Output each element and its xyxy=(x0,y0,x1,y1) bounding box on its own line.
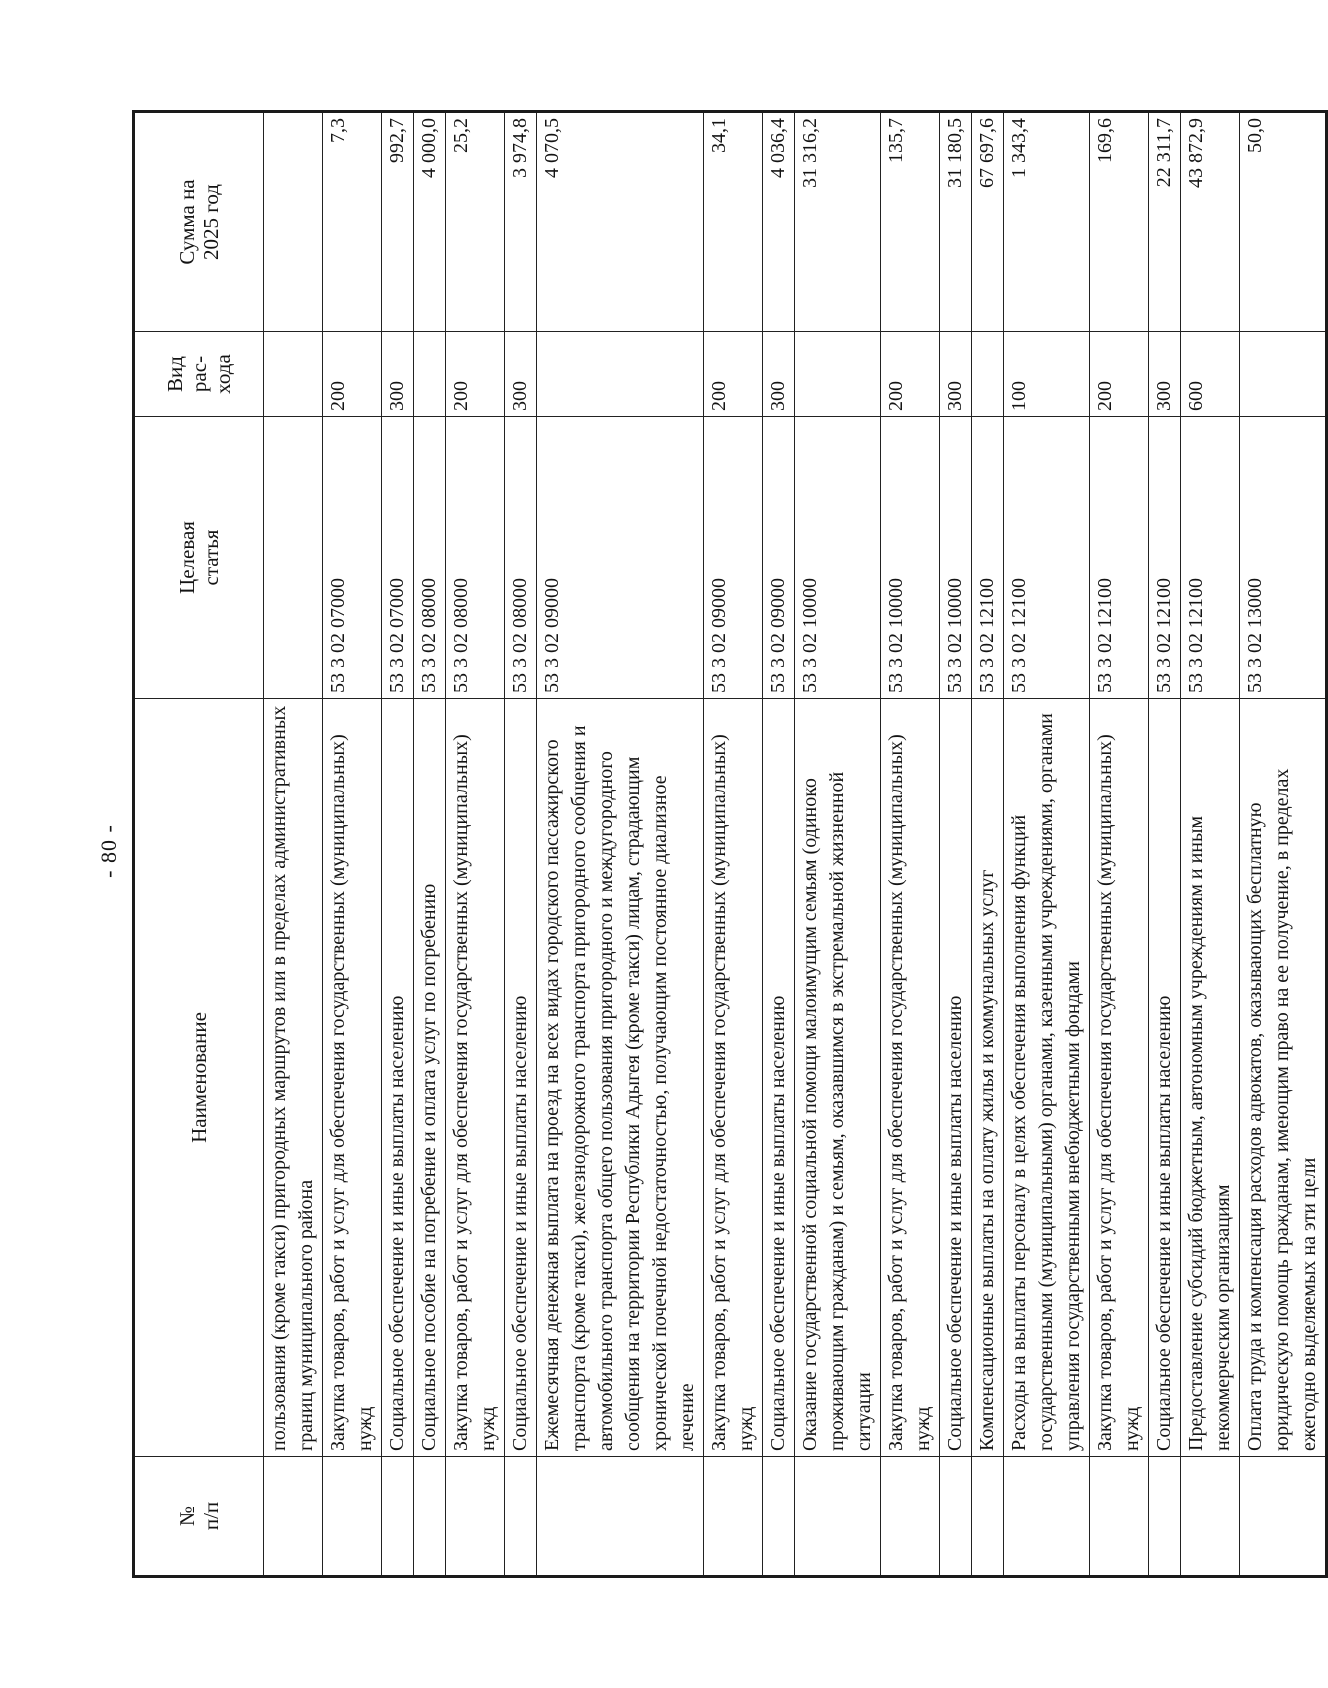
cell-code: 53 3 02 10000 xyxy=(795,417,881,699)
rotated-table-container xyxy=(132,113,1320,1578)
cell-sum: 3 974,8 xyxy=(505,112,537,332)
cell-name: Оказание государственной социальной помощи малоимущим семьям (одиноко проживающим гражданам) и семьям, оказавшимся в экстремальной жизненной ситуации xyxy=(795,699,881,1457)
cell-num xyxy=(537,1457,704,1577)
cell-code: 53 3 02 12100 xyxy=(1004,417,1090,699)
cell-name: Закупка товаров, работ и услуг для обеспечения государственных (муниципальных) нужд xyxy=(323,699,382,1457)
cell-num xyxy=(264,1457,323,1577)
table-row xyxy=(1240,112,1327,1577)
cell-code xyxy=(264,417,323,699)
cell-sum: 1 343,4 xyxy=(1004,112,1090,332)
cell-type: 300 xyxy=(940,332,972,417)
cell-type xyxy=(537,332,704,417)
cell-name: Компенсационные выплаты на оплату жилья и коммунальных услуг xyxy=(972,699,1004,1457)
cell-type: 200 xyxy=(323,332,382,417)
table-row xyxy=(881,112,940,1577)
cell-type: 200 xyxy=(1090,332,1149,417)
cell-sum: 67 697,6 xyxy=(972,112,1004,332)
cell-type: 300 xyxy=(1149,332,1181,417)
header-code: Целевая статья xyxy=(134,417,264,699)
cell-name: Социальное обеспечение и иные выплаты населению xyxy=(940,699,972,1457)
cell-name: Социальное пособие на погребение и оплата услуг по погребению xyxy=(414,699,446,1457)
cell-type xyxy=(972,332,1004,417)
cell-name: Социальное обеспечение и иные выплаты населению xyxy=(763,699,795,1457)
cell-type: 200 xyxy=(704,332,763,417)
cell-sum: 34,1 xyxy=(704,112,763,332)
cell-code: 53 3 02 13000 xyxy=(1240,417,1327,699)
cell-sum: 4 036,4 xyxy=(763,112,795,332)
cell-name: Предоставление субсидий бюджетным, автономным учреждениям и иным некоммерческим организациям xyxy=(1181,699,1240,1457)
cell-num xyxy=(446,1457,505,1577)
cell-type: 200 xyxy=(881,332,940,417)
cell-code: 53 3 02 09000 xyxy=(704,417,763,699)
cell-num xyxy=(1004,1457,1090,1577)
cell-type: 300 xyxy=(505,332,537,417)
cell-num xyxy=(795,1457,881,1577)
cell-type: 300 xyxy=(382,332,414,417)
cell-type: 100 xyxy=(1004,332,1090,417)
cell-type: 300 xyxy=(763,332,795,417)
table-row xyxy=(537,112,704,1577)
header-type: Вид рас- хода xyxy=(134,332,264,417)
table-row xyxy=(1181,112,1240,1577)
cell-name: Закупка товаров, работ и услуг для обеспечения государственных (муниципальных) нужд xyxy=(446,699,505,1457)
cell-sum: 4 000,0 xyxy=(414,112,446,332)
cell-num xyxy=(323,1457,382,1577)
table-row xyxy=(940,112,972,1577)
table-row xyxy=(264,112,323,1577)
cell-code: 53 3 02 08000 xyxy=(414,417,446,699)
cell-num xyxy=(1181,1457,1240,1577)
table-row xyxy=(1090,112,1149,1577)
cell-name: Расходы на выплаты персоналу в целях обеспечения выполнения функций государственными (муниципальными) органами, казенными учреждениями, органами управления государственными внебюджетными фондами xyxy=(1004,699,1090,1457)
cell-sum: 135,7 xyxy=(881,112,940,332)
cell-code: 53 3 02 08000 xyxy=(505,417,537,699)
cell-sum: 43 872,9 xyxy=(1181,112,1240,332)
table-row xyxy=(972,112,1004,1577)
page-number: - 80 - xyxy=(95,824,121,878)
cell-name: Закупка товаров, работ и услуг для обеспечения государственных (муниципальных) нужд xyxy=(881,699,940,1457)
cell-code: 53 3 02 08000 xyxy=(446,417,505,699)
cell-name: Социальное обеспечение и иные выплаты населению xyxy=(505,699,537,1457)
cell-num xyxy=(505,1457,537,1577)
table-row xyxy=(323,112,382,1577)
table-row xyxy=(382,112,414,1577)
table-row xyxy=(763,112,795,1577)
table-row xyxy=(505,112,537,1577)
budget-table xyxy=(132,110,1328,1578)
cell-code: 53 3 02 10000 xyxy=(881,417,940,699)
cell-code: 53 3 02 07000 xyxy=(382,417,414,699)
cell-name: Закупка товаров, работ и услуг для обеспечения государственных (муниципальных) нужд xyxy=(704,699,763,1457)
cell-num xyxy=(1149,1457,1181,1577)
cell-name: Социальное обеспечение и иные выплаты населению xyxy=(1149,699,1181,1457)
cell-num xyxy=(940,1457,972,1577)
cell-name: Закупка товаров, работ и услуг для обеспечения государственных (муниципальных) нужд xyxy=(1090,699,1149,1457)
cell-name: Оплата труда и компенсация расходов адвокатов, оказывающих бесплатную юридическую помощь гражданам, имеющим право на ее получение, в пределах ежегодно выделяемых на эти цели xyxy=(1240,699,1327,1457)
cell-code: 53 3 02 12100 xyxy=(1149,417,1181,699)
cell-type: 600 xyxy=(1181,332,1240,417)
cell-code: 53 3 02 09000 xyxy=(763,417,795,699)
cell-sum: 31 316,2 xyxy=(795,112,881,332)
cell-type xyxy=(264,332,323,417)
table-body xyxy=(264,112,1327,1577)
table-header-row xyxy=(134,112,264,1577)
cell-num xyxy=(763,1457,795,1577)
cell-type xyxy=(414,332,446,417)
cell-num xyxy=(382,1457,414,1577)
cell-num xyxy=(972,1457,1004,1577)
cell-code: 53 3 02 10000 xyxy=(940,417,972,699)
cell-num xyxy=(1090,1457,1149,1577)
cell-code: 53 3 02 12100 xyxy=(1181,417,1240,699)
cell-code: 53 3 02 12100 xyxy=(972,417,1004,699)
table-row xyxy=(446,112,505,1577)
cell-name: Ежемесячная денежная выплата на проезд на всех видах городского пассажирского транспорта (кроме такси), железнодорожного транспорта пригородного сообщения и автомобильного транспорта общего пользования пригородного и междугородного сообщения на территории Республики Адыгея (кроме такси) лицам, страдающим хронической почечной недостаточностью, получающим постоянное диализное лечение xyxy=(537,699,704,1457)
table-row xyxy=(704,112,763,1577)
cell-sum: 31 180,5 xyxy=(940,112,972,332)
cell-type: 200 xyxy=(446,332,505,417)
cell-type xyxy=(1240,332,1327,417)
table-row xyxy=(1004,112,1090,1577)
cell-sum: 50,0 xyxy=(1240,112,1327,332)
table-row xyxy=(1149,112,1181,1577)
table-row xyxy=(414,112,446,1577)
cell-sum: 4 070,5 xyxy=(537,112,704,332)
cell-code: 53 3 02 09000 xyxy=(537,417,704,699)
cell-num xyxy=(704,1457,763,1577)
cell-name: пользования (кроме такси) пригородных маршрутов или в пределах административных границ муниципального района xyxy=(264,699,323,1457)
cell-type xyxy=(795,332,881,417)
table-row xyxy=(795,112,881,1577)
header-num: № п/п xyxy=(134,1457,264,1577)
cell-sum: 169,6 xyxy=(1090,112,1149,332)
cell-num xyxy=(881,1457,940,1577)
cell-sum: 992,7 xyxy=(382,112,414,332)
header-name: Наименование xyxy=(134,699,264,1457)
cell-num xyxy=(414,1457,446,1577)
cell-code: 53 3 02 12100 xyxy=(1090,417,1149,699)
cell-sum: 25,2 xyxy=(446,112,505,332)
cell-name: Социальное обеспечение и иные выплаты населению xyxy=(382,699,414,1457)
cell-sum: 22 311,7 xyxy=(1149,112,1181,332)
cell-sum xyxy=(264,112,323,332)
header-sum: Сумма на 2025 год xyxy=(134,112,264,332)
cell-code: 53 3 02 07000 xyxy=(323,417,382,699)
cell-sum: 7,3 xyxy=(323,112,382,332)
cell-num xyxy=(1240,1457,1327,1577)
